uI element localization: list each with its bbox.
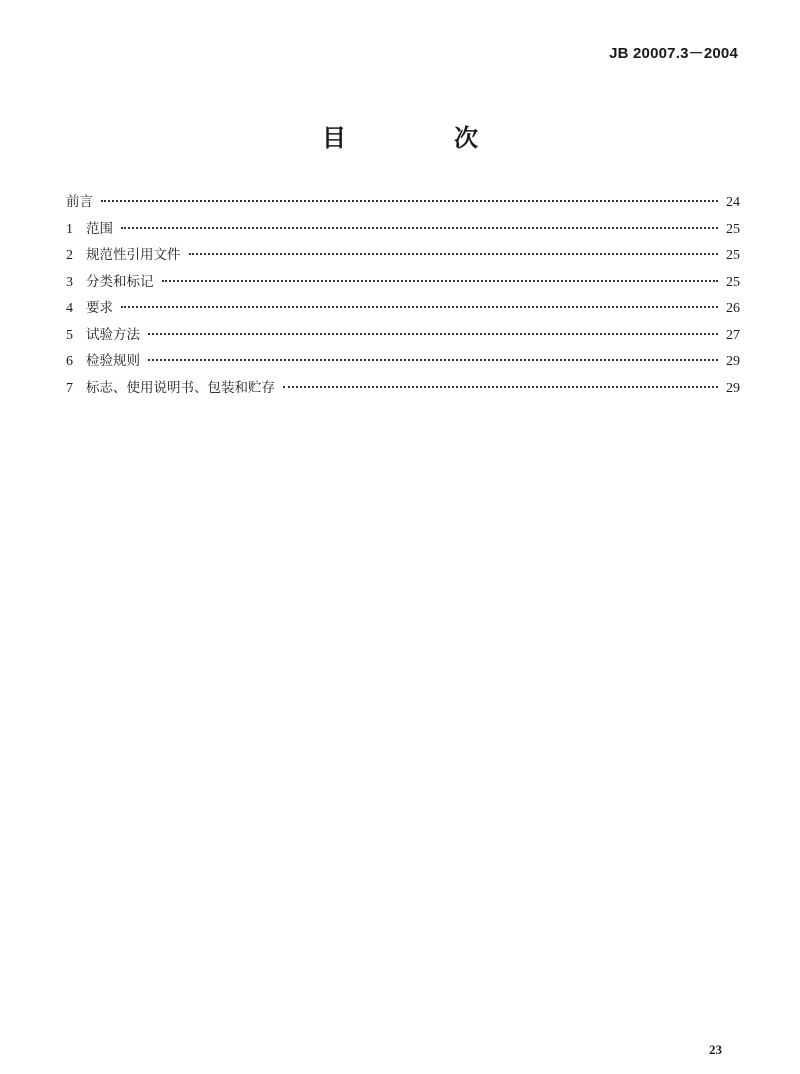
toc-entry-page: 29 — [726, 354, 740, 369]
toc-entry-page: 27 — [726, 327, 740, 343]
toc-entry-scope[interactable] — [66, 219, 740, 246]
dot-leader — [162, 280, 719, 282]
toc-entry-label: 前言 — [66, 194, 93, 210]
dot-leader — [189, 253, 719, 255]
toc-entry-number: 5 — [66, 327, 73, 343]
dot-leader — [101, 200, 718, 202]
table-of-contents — [66, 192, 740, 404]
toc-entry-inspection-rules[interactable] — [66, 351, 740, 378]
toc-entry-number: 6 — [66, 354, 73, 369]
dot-leader — [121, 306, 718, 308]
toc-entry-label: 要求 — [86, 300, 113, 316]
toc-entry-test-methods[interactable] — [66, 325, 740, 352]
toc-entry-foreword[interactable] — [66, 192, 740, 219]
toc-entry-page: 25 — [726, 274, 740, 290]
dot-leader — [148, 333, 718, 335]
dot-leader — [121, 227, 718, 229]
standard-code: JB 20007.3－2004 — [609, 45, 738, 62]
toc-entry-number: 3 — [66, 274, 73, 290]
dot-leader — [283, 386, 718, 388]
toc-entry-requirements[interactable] — [66, 298, 740, 325]
toc-entry-number: 7 — [66, 380, 73, 396]
toc-entry-label: 规范性引用文件 — [86, 247, 181, 263]
toc-entry-number: 4 — [66, 301, 73, 316]
toc-entry-page: 26 — [726, 301, 740, 316]
toc-entry-page: 25 — [726, 221, 740, 237]
toc-entry-page: 25 — [726, 248, 740, 263]
toc-entry-page: 29 — [726, 380, 740, 396]
toc-entry-number: 1 — [66, 221, 73, 237]
toc-entry-label: 分类和标记 — [86, 273, 154, 290]
toc-entry-label: 范围 — [86, 220, 113, 237]
toc-entry-label: 标志、使用说明书、包装和贮存 — [86, 379, 275, 396]
toc-entry-page: 24 — [726, 195, 740, 210]
toc-entry-label: 试验方法 — [86, 326, 140, 343]
toc-entry-number: 2 — [66, 248, 73, 263]
page-number: 23 — [709, 1042, 722, 1057]
page-title: 目 次 — [322, 124, 520, 152]
toc-entry-label: 检验规则 — [86, 353, 140, 369]
toc-entry-normative-references[interactable] — [66, 245, 740, 272]
dot-leader — [148, 359, 718, 361]
toc-entry-classification[interactable] — [66, 272, 740, 299]
toc-entry-marking-packaging[interactable] — [66, 378, 740, 405]
